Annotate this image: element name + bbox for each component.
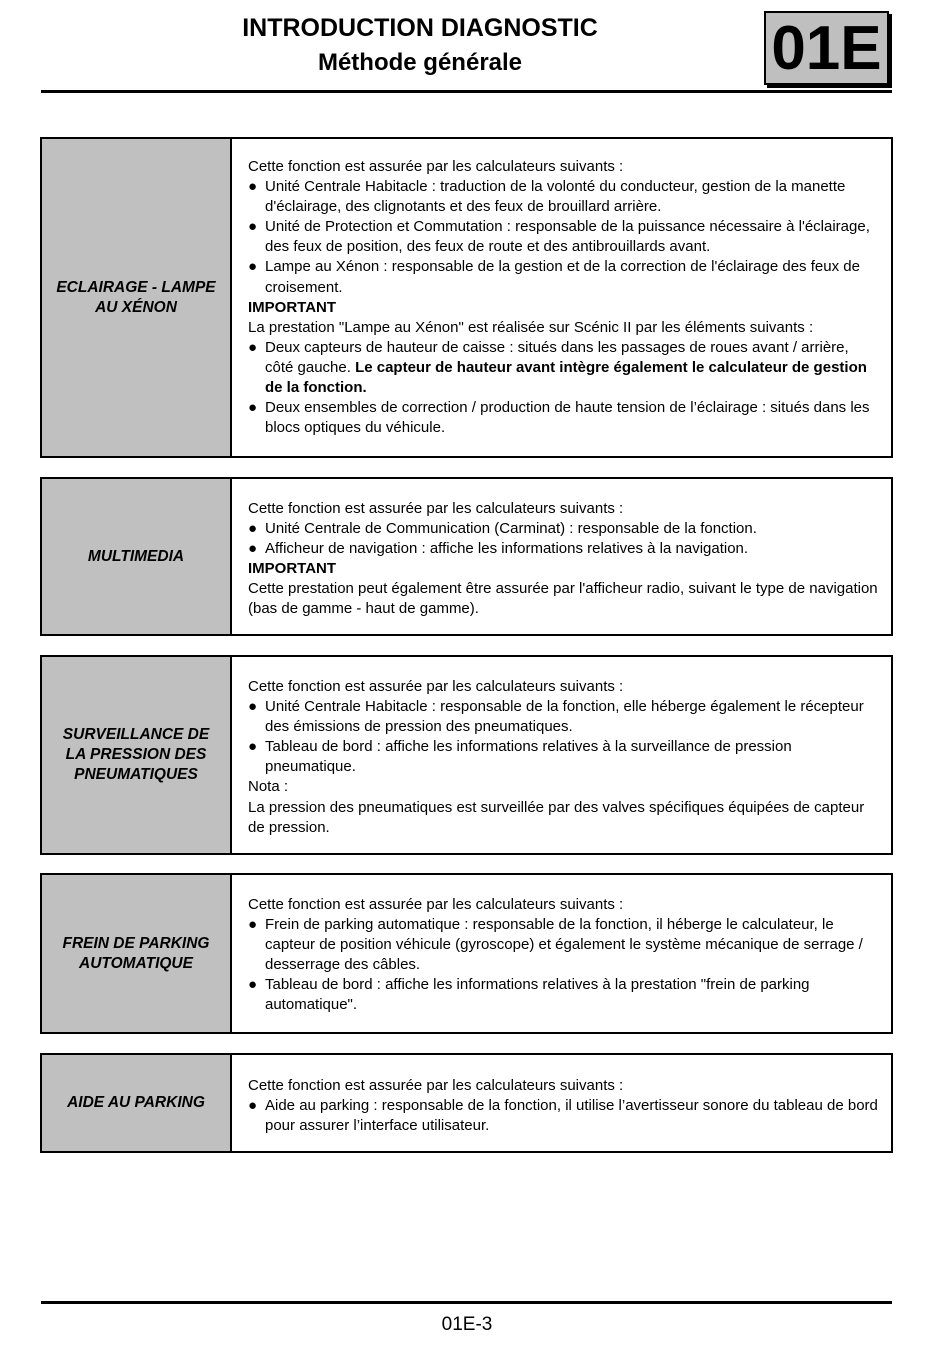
section-label: MULTIMEDIA: [42, 479, 232, 634]
list-item: ● Unité Centrale de Communication (Carminat) : responsable de la fonction.: [248, 519, 879, 539]
list-item: ● Unité de Protection et Commutation : responsable de la puissance nécessaire à l'éclairage, des feux de position, des feux de route et des antibrouillards avant.: [248, 217, 879, 257]
list-item: ● Deux ensembles de correction / production de haute tension de l’éclairage : situés dans les blocs optiques du véhicule.: [248, 398, 879, 438]
section-intro: Cette fonction est assurée par les calculateurs suivants :: [248, 500, 624, 517]
section-multimedia: [40, 477, 893, 636]
list-item: ● Unité Centrale Habitacle : responsable de la fonction, elle héberge également le récepteur des émissions de pression des pneumatiques.: [248, 697, 879, 737]
section-label: SURVEILLANCE DE LA PRESSION DES PNEUMATIQUES: [42, 657, 232, 853]
page-number: 01E-3: [441, 1314, 493, 1335]
bullet-list: [248, 915, 879, 1015]
section-label: FREIN DE PARKING AUTOMATIQUE: [42, 875, 232, 1032]
section-intro: Cette fonction est assurée par les calculateurs suivants :: [248, 678, 624, 695]
list-item: ● Lampe au Xénon : responsable de la gestion et de la correction de l'éclairage des feux de croisement.: [248, 257, 879, 297]
important-label: IMPORTANT: [248, 560, 337, 578]
section-eclairage: [40, 137, 893, 458]
list-item-bold-text: Le capteur de hauteur avant intègre également le calculateur de gestion de la fonction.: [265, 358, 867, 397]
bullet-list: [248, 519, 879, 559]
page-title: INTRODUCTION DIAGNOSTIC: [242, 14, 598, 42]
section-label: ECLAIRAGE - LAMPE AU XÉNON: [42, 139, 232, 456]
footer-rule: [41, 1301, 892, 1304]
note-text: La pression des pneumatiques est surveillée par des valves spécifiques équipées de capteur de pression.: [248, 798, 865, 836]
important-text: La prestation "Lampe au Xénon" est réalisée sur Scénic II par les éléments suivants :: [248, 318, 814, 336]
bullet-list: [248, 697, 879, 777]
section-content: [232, 875, 891, 1032]
page-subtitle: Méthode générale: [317, 49, 523, 76]
section-content: [232, 139, 891, 456]
list-item: [248, 338, 879, 398]
list-item: ● Tableau de bord : affiche les informations relatives à la prestation "frein de parking automatique".: [248, 975, 879, 1015]
section-content: [232, 1055, 891, 1151]
important-label: IMPORTANT: [248, 298, 337, 316]
section-surveillance-pression: [40, 655, 893, 855]
list-item: ● Afficheur de navigation : affiche les informations relatives à la navigation.: [248, 539, 879, 559]
note-label: Nota :: [248, 778, 289, 796]
bullet-list: [248, 1096, 879, 1136]
section-intro: Cette fonction est assurée par les calculateurs suivants :: [248, 896, 624, 913]
list-item: ● Aide au parking : responsable de la fonction, il utilise l’avertisseur sonore du tableau de bord pour assurer l’interface utilisateur.: [248, 1096, 879, 1136]
section-aide-parking: [40, 1053, 893, 1153]
important-text: Cette prestation peut également être assurée par l'afficheur radio, suivant le type de navigation (bas de gamme - haut de gamme).: [248, 580, 878, 618]
section-content: [232, 479, 891, 634]
section-label: AIDE AU PARKING: [42, 1055, 232, 1151]
section-content: [232, 657, 891, 853]
header-rule: [41, 90, 892, 93]
bullet-list: [248, 338, 879, 438]
section-frein-parking: [40, 873, 893, 1034]
list-item: ● Frein de parking automatique : responsable de la fonction, il héberge le calculateur, le capteur de position véhicule (gyroscope) et également le système mécanique de serrage / desserrage des câbles.: [248, 915, 879, 975]
section-code-badge: 01E: [764, 11, 889, 85]
section-intro: Cette fonction est assurée par les calculateurs suivants :: [248, 1077, 624, 1094]
list-item: ● Unité Centrale Habitacle : traduction de la volonté du conducteur, gestion de la manette d'éclairage, des clignotants et des feux de brouillard arrière.: [248, 177, 879, 217]
section-intro: Cette fonction est assurée par les calculateurs suivants :: [248, 158, 624, 175]
list-item: ● Tableau de bord : affiche les informations relatives à la surveillance de pression pneumatique.: [248, 737, 879, 777]
bullet-list: [248, 177, 879, 298]
list-item-text: Deux capteurs de hauteur de caisse : situés dans les passages de roues avant / arrière, côté gauche.: [265, 338, 849, 376]
